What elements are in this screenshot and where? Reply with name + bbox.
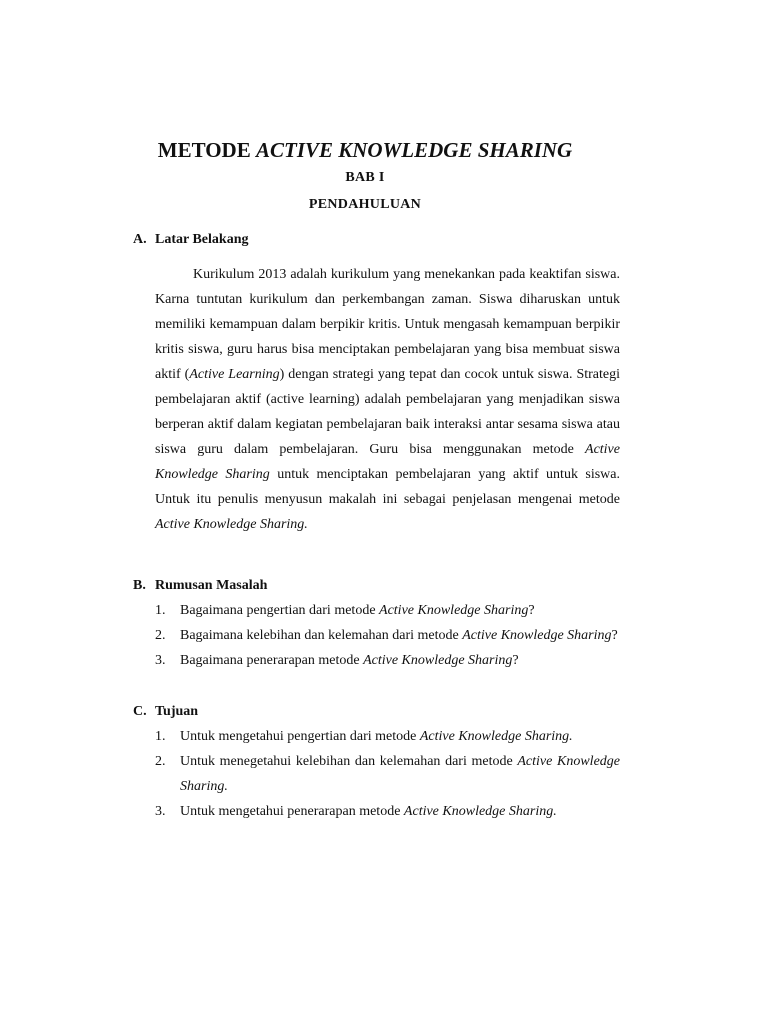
text-run: ) dengan strategi yang tepat dan cocok untuk siswa. Strategi pembelajaran aktif (active learning) adalah pembelajaran yang menjadikan siswa berperan aktif dalam kegiatan pembelajaran baik interaksi antar sesama siswa atau siswa guru dalam pembelajaran. Guru bisa menggunakan metode xyxy=(155,367,621,457)
list-item xyxy=(155,598,620,623)
text-run: ? xyxy=(611,628,618,643)
italic-term: Active Learning xyxy=(189,367,280,382)
list-item-number: 2. xyxy=(155,628,166,643)
chapter-title: PENDAHULUAN xyxy=(308,197,422,212)
chapter-label: BAB I xyxy=(345,170,385,185)
italic-term: Active Knowledge Sharing. xyxy=(403,804,557,819)
italic-term: Active Knowledge Sharing xyxy=(155,442,620,482)
section-b-letter: B. xyxy=(133,578,146,593)
italic-term: Active Knowledge Sharing xyxy=(379,603,529,618)
text-run: ? xyxy=(528,603,535,618)
list-item-text xyxy=(180,749,620,799)
title-italic: ACTIVE KNOWLEDGE SHARING xyxy=(255,138,573,162)
list-item xyxy=(155,749,620,799)
text-run: untuk menciptakan pembelajaran yang aktif untuk siswa. Untuk itu penulis menyusun makalah ini sebagai penjelasan mengenai metode xyxy=(155,467,620,507)
list-item xyxy=(155,724,620,749)
list-item-number: 2. xyxy=(155,754,166,769)
list-item-text xyxy=(180,623,620,648)
text-run: Untuk mengetahui pengertian dari metode xyxy=(180,729,420,744)
text-run: Bagaimana pengertian dari metode xyxy=(180,603,380,618)
italic-term: Active Knowledge Sharing. xyxy=(155,517,308,532)
section-b-heading xyxy=(133,576,267,596)
section-c-letter: C. xyxy=(133,704,147,719)
problem-list xyxy=(155,598,620,673)
italic-term: Active Knowledge Sharing. xyxy=(419,729,573,744)
section-a-title: Latar Belakang xyxy=(155,232,249,247)
list-item-number: 3. xyxy=(155,653,166,668)
text-run: Bagaimana kelebihan dan kelemahan dari metode xyxy=(180,628,463,643)
section-c-heading xyxy=(133,702,198,722)
section-c-title: Tujuan xyxy=(155,704,199,719)
text-run: Kurikulum 2013 adalah kurikulum yang menekankan pada keaktifan siswa. Karna tuntutan kurikulum dan perkembangan zaman. Siswa diharuskan untuk memiliki kemampuan dalam berpikir kritis. Untuk mengasah kemampuan berpikir kritis siswa, guru harus bisa menciptakan pembelajaran yang bisa membuat siswa aktif ( xyxy=(155,267,620,382)
section-a-letter: A. xyxy=(133,232,147,247)
list-item-text xyxy=(180,724,620,749)
italic-term: Active Knowledge Sharing xyxy=(363,653,513,668)
list-item-text xyxy=(180,799,620,824)
list-item xyxy=(155,648,620,673)
list-item-text xyxy=(180,648,620,673)
section-a-heading xyxy=(133,230,248,250)
text-run: Bagaimana penerarapan metode xyxy=(180,653,364,668)
list-item xyxy=(155,623,620,648)
document-title xyxy=(0,137,730,163)
italic-term: Active Knowledge Sharing xyxy=(462,628,612,643)
list-item-number: 1. xyxy=(155,729,166,744)
text-run: Untuk menegetahui kelebihan dan kelemahan dari metode xyxy=(180,754,518,769)
section-b-title: Rumusan Masalah xyxy=(155,578,268,593)
text-run: Untuk mengetahui penerarapan metode xyxy=(180,804,404,819)
objective-list xyxy=(155,724,620,824)
list-item-number: 3. xyxy=(155,804,166,819)
italic-term: Active Knowledge Sharing. xyxy=(180,754,620,794)
background-paragraph xyxy=(155,262,620,537)
list-item-text xyxy=(180,598,620,623)
list-item xyxy=(155,799,620,824)
list-item-number: 1. xyxy=(155,603,166,618)
title-plain: METODE xyxy=(157,138,256,162)
text-run: ? xyxy=(512,653,519,668)
